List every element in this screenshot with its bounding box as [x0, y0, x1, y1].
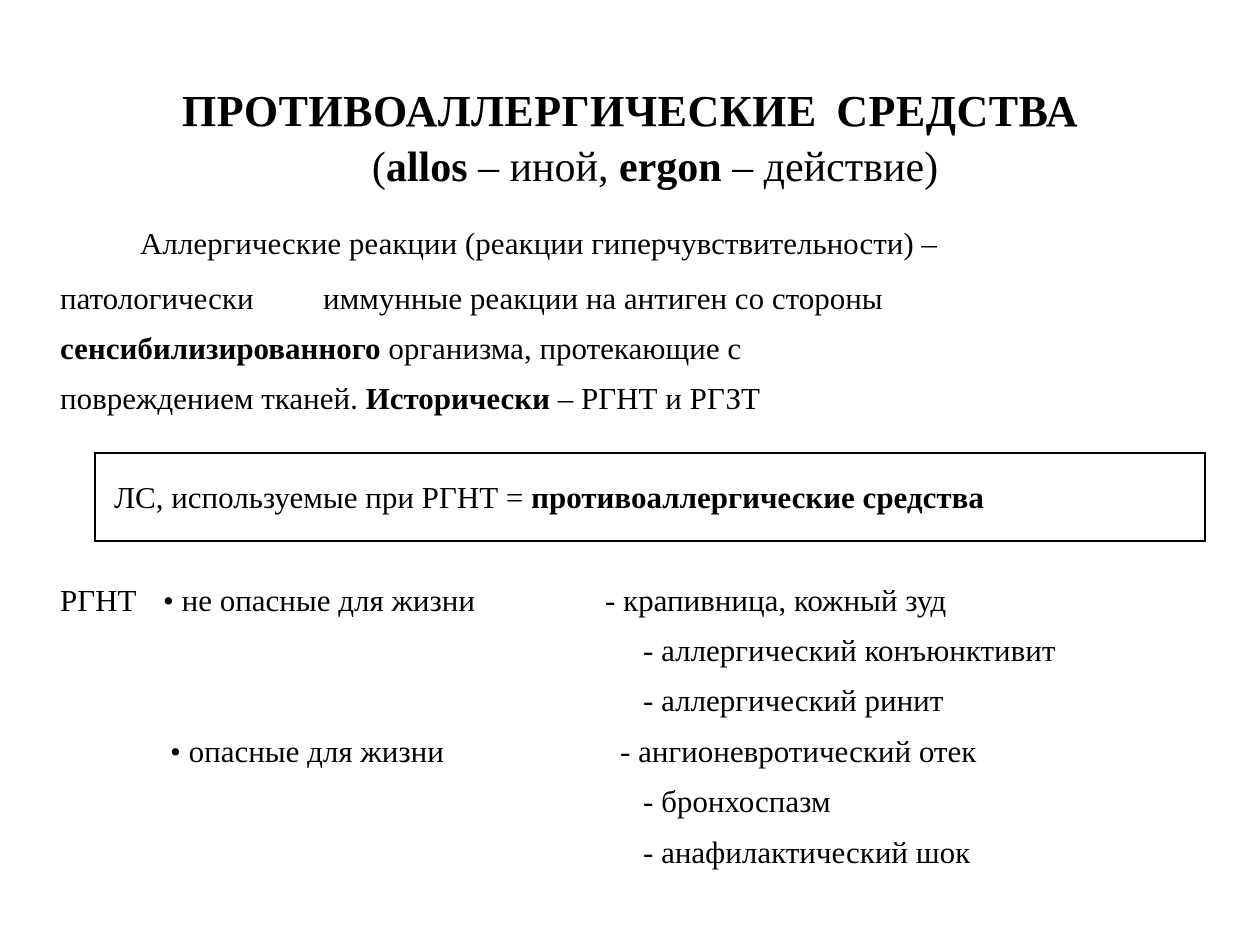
definition-line-4 [60, 381, 760, 417]
definition-term-historically: Исторически [365, 381, 550, 416]
definition-line-4-rest: – РГНТ и РГЗТ [550, 381, 760, 416]
classification-label: РГНТ [60, 583, 137, 618]
list-item: - бронхоспазм [643, 784, 831, 819]
definition-term-sensitized: сенсибилизированного [60, 331, 381, 366]
highlight-box-text [114, 480, 984, 516]
highlight-box-lead: ЛС, используемые при РГНТ = [114, 480, 532, 515]
subtitle-open: ( [371, 145, 386, 191]
list-item: - аллергический конъюнктивит [643, 633, 1056, 668]
highlight-box [94, 452, 1206, 542]
subtitle-term-ergon: ergon [619, 145, 722, 191]
subtitle-term-allos: allos [385, 145, 468, 191]
definition-line-2b: иммунные реакции на антиген со стороны [323, 281, 883, 316]
definition-line-3 [60, 331, 741, 367]
category-dangerous: • опасные для жизни [170, 734, 444, 769]
list-item: - крапивница, кожный зуд [605, 583, 947, 618]
category-non-dangerous: • не опасные для жизни [163, 583, 475, 618]
definition-line-1: Аллергические реакции (реакции гиперчувствительности) – [140, 226, 937, 261]
definition-line-4-start: повреждением тканей. [60, 381, 366, 416]
definition-line-3-rest: организма, протекающие с [380, 331, 742, 366]
subtitle-meaning-ergon: – действие) [721, 145, 939, 191]
highlight-box-bold: противоаллергические средства [531, 480, 984, 515]
list-item: - ангионевротический отек [620, 734, 977, 769]
list-item: - аллергический ринит [643, 683, 944, 718]
page-subtitle [0, 144, 1260, 192]
list-item: - анафилактический шок [643, 835, 971, 870]
page-title: ПРОТИВОАЛЛЕРГИЧЕСКИЕ СРЕДСТВА [182, 87, 1078, 136]
subtitle-meaning-allos: – иной, [467, 145, 620, 191]
definition-line-2a: патологически [60, 281, 254, 316]
